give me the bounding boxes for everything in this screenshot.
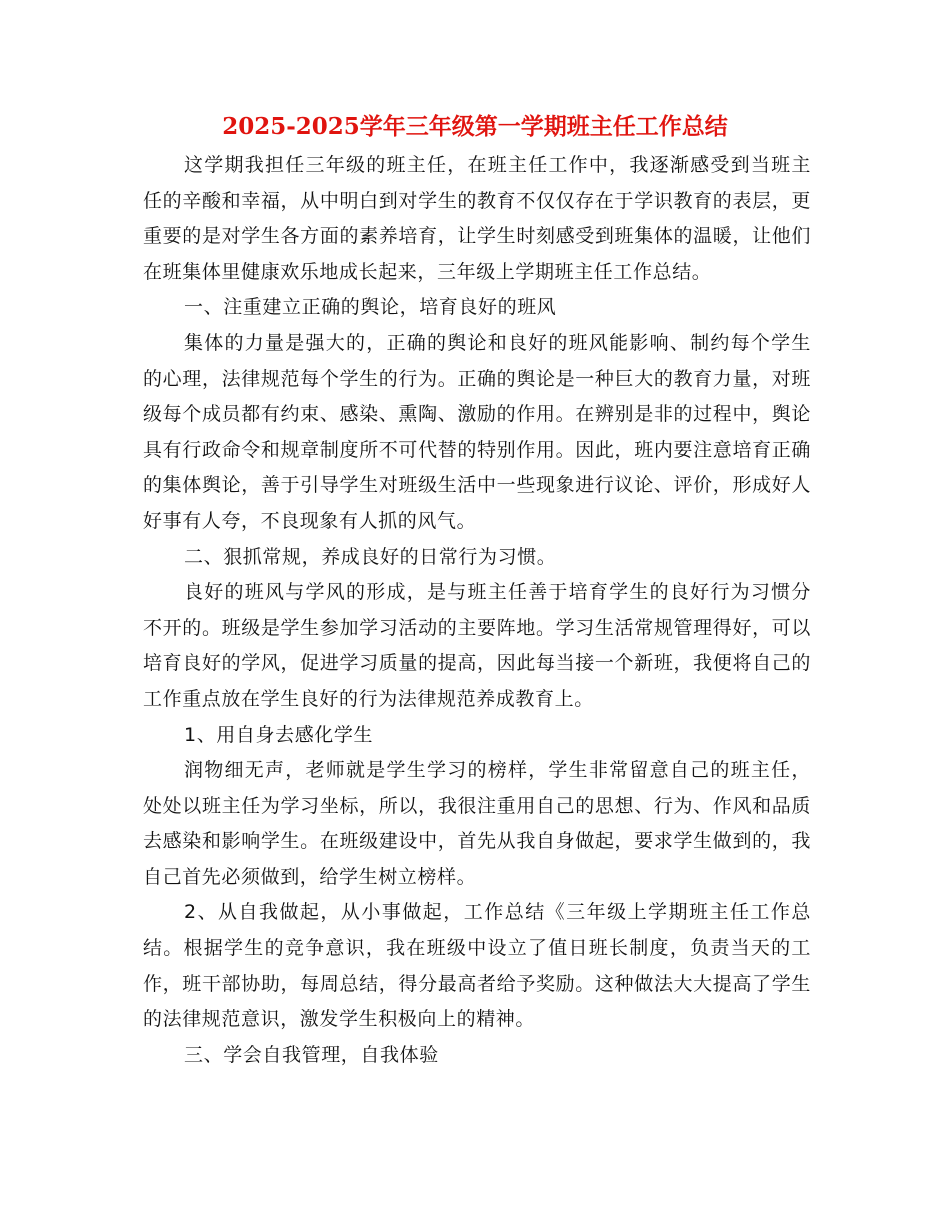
paragraph-section-1: 集体的力量是强大的，正确的舆论和良好的班风能影响、制约每个学生的心理，法律规范每个学生的行为。正确的舆论是一种巨大的教育力量，对班级每个成员都有约束、感染、熏陶、激励的作用。在辨别是非的过程中，舆论具有行政命令和规章制度所不可代替的特别作用。因此，班内要注意培育正确的集体舆论，善于引导学生对班级生活中一些现象进行议论、评价，形成好人好事有人夸，不良现象有人抓的风气。: [143, 331, 811, 532]
section-heading-1: 一、注重建立正确的舆论，培育良好的班风: [184, 296, 557, 319]
document-body: [143, 148, 811, 1073]
section-heading-2: 二、狠抓常规，养成良好的日常行为习惯。: [184, 545, 557, 568]
subheading-2-1: 1、用自身去感化学生: [184, 723, 374, 746]
paragraph-2-2: 2、从自我做起，从小事做起，工作总结《三年级上学期班主任工作总结。根据学生的竞争意识，我在班级中设立了值日班长制度，负责当天的工作，班干部协助，每周总结，得分最高者给予奖励。这种做法大大提高了学生的法律规范意识，激发学生积极向上的精神。: [143, 901, 811, 1031]
paragraph-section-2: 良好的班风与学风的形成，是与班主任善于培育学生的良好行为习惯分不开的。班级是学生参加学习活动的主要阵地。学习生活常规管理得好，可以培育良好的学风，促进学习质量的提高，因此每当接一个新班，我便将自己的工作重点放在学生良好的行为法律规范养成教育上。: [143, 581, 811, 710]
document-title: 2025-2025学年三年级第一学期班主任工作总结: [222, 113, 728, 140]
paragraph-2-1: 润物细无声，老师就是学生学习的榜样，学生非常留意自己的班主任，处处以班主任为学习坐标，所以，我很注重用自己的思想、行为、作风和品质去感染和影响学生。在班级建设中，首先从我自身做起，要求学生做到的，我自己首先必须做到，给学生树立榜样。: [143, 759, 811, 888]
paragraph-intro: 这学期我担任三年级的班主任，在班主任工作中，我逐渐感受到当班主任的辛酸和幸福，从中明白到对学生的教育不仅仅存在于学识教育的表层，更重要的是对学生各方面的素养培育，让学生时刻感受到班集体的温暖，让他们在班集体里健康欢乐地成长起来，三年级上学期班主任工作总结。: [143, 154, 811, 283]
section-heading-3: 三、学会自我管理，自我体验: [184, 1043, 439, 1066]
